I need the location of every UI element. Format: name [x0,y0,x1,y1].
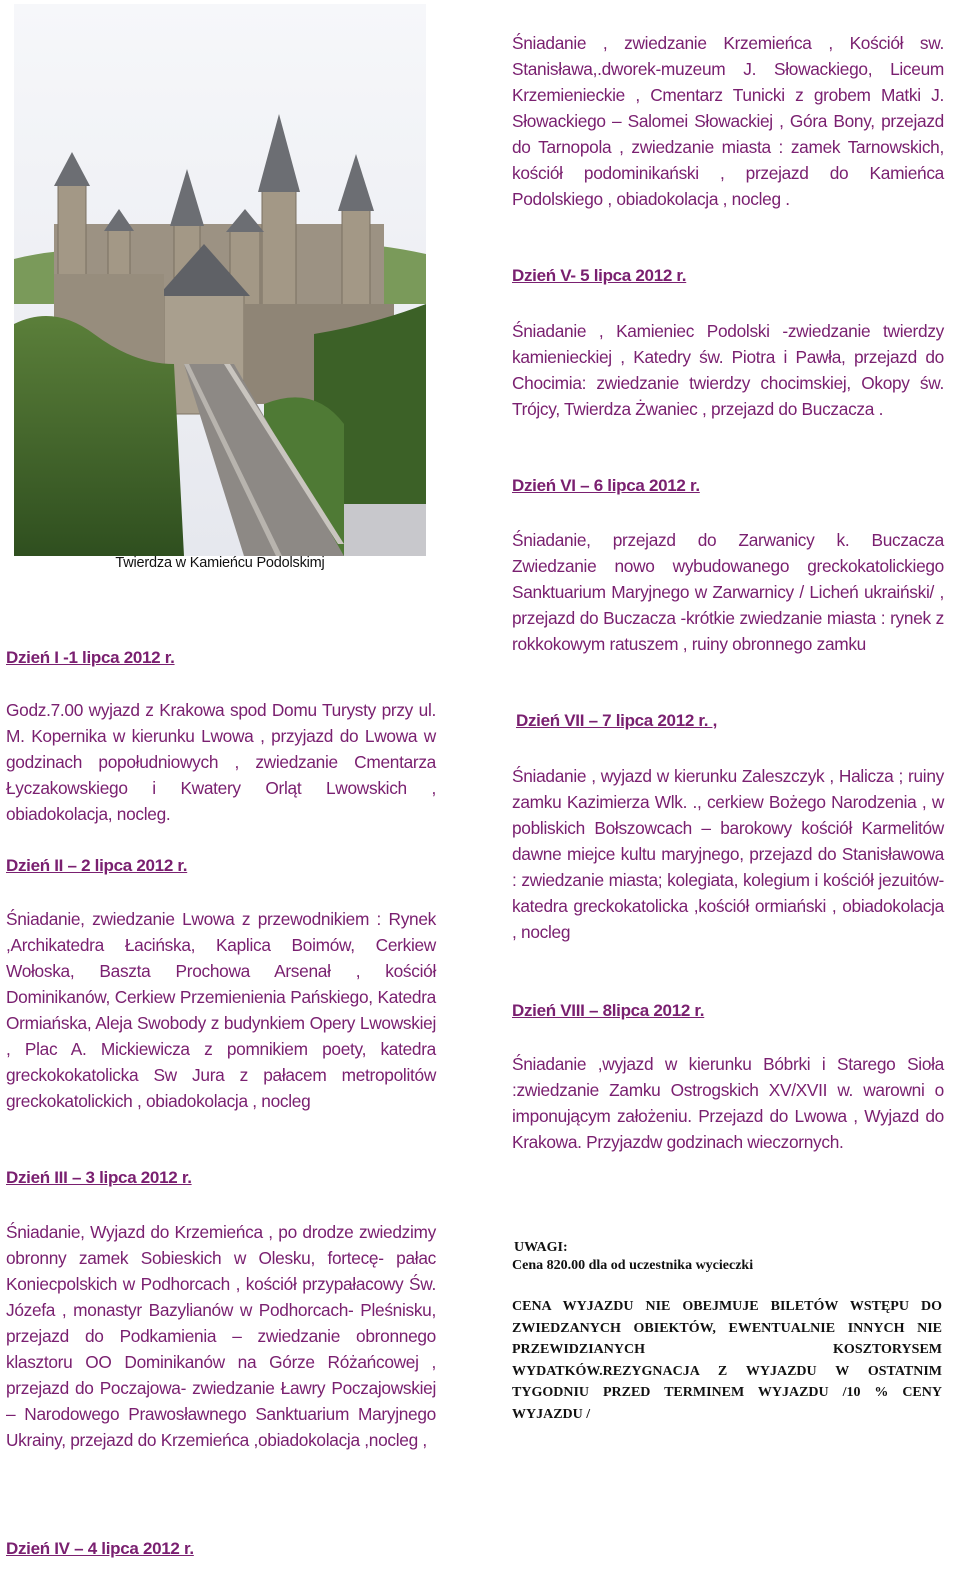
day-1-text: Godz.7.00 wyjazd z Krakowa spod Domu Turysty przy ul. M. Kopernika w kierunku Lwowa , przyjazd do Lwowa w godzinach popołudniowych , zwiedzanie Cmentarza Łyczakowskiego i Kwatery Orląt Lwowskich , obiadokolacja, nocleg. [6,700,436,824]
day-3-text: Śniadanie, Wyjazd do Krzemieńca , po drodze zwiedzimy obronny zamek Sobieskich w Olesku, fortecę- pałac Koniecpolskich w Podhorcach , kościół przypałacowy Św. Józefa , monastyr Bazylianów w Podhorcach- Pleśnisku, przejazd do Podkamienia – zwiedzanie obronnego klasztoru OO Dominikanów na Górze Różańcowej , przejazd do Poczajowa- zwiedzanie Ławry Poczajowskiej – Narodowego Prawosławnego Sanktuarium Maryjnego Ukrainy, przejazd do Krzemieńca ,obiadokolacja ,nocleg , [6,1222,436,1450]
day-2-text: Śniadanie, zwiedzanie Lwowa z przewodnikiem : Rynek ,Archikatedra Łacińska, Kaplica Boimów, Cerkiew Wołoska, Baszta Prochowa Arsenał , kościół Dominikanów, Cerkiew Przemienienia Pańskiego, Katedra Ormiańska, Aleja Swobody z budynkiem Opery Lwowskiej , Plac A. Mickiewicza z pomnikiem poety, katedra greckokokatolicka Sw Jura z pałacem metropolitów greckokatolickich , obiadokolacja , nocleg [6,909,436,1111]
day-6-heading: Dzień VI – 6 lipca 2012 r. [512,476,700,495]
day-5-text: Śniadanie , Kamieniec Podolski -zwiedzanie twierdzy kamienieckiej , Katedry św. Piotra i Pawła, przejazd do Chocimia: zwiedzanie twierdzy chocimskiej, Okopy św. Trójcy, Twierdza Żwaniec , przejazd do Buczacza . [512,321,944,419]
day-8-heading: Dzień VIII – 8lipca 2012 r. [512,1001,705,1020]
day-6-text: Śniadanie, przejazd do Zarwanicy k. Buczacza Zwiedzanie nowo wybudowanego greckokatolickiego Sanktuarium Maryjnego w Zarwarnicy / Licheń ukraiński/ , przejazd do Buczacza -krótkie zwiedzanie miasta : rynek z rokkokowym ratuszem , ruiny obronnego zamku [512,530,944,654]
photo-caption: Twierdza w Kamieńcu Podolskimj [115,555,325,571]
day-4-text: Śniadanie , zwiedzanie Krzemieńca , Kościół sw. Stanisława,.dworek-muzeum J. Słowackiego, Liceum Krzemienieckie , Cmentarz Tunicki z grobem Matki J. Słowackiego – Salomei Słowackiej , Góra Bony, przejazd do Tarnopola , zwiedzanie miasta : zamek Tarnowskich, kościół podominikański , przejazd do Kamieńca Podolskiego , obiadokolacja , nocleg . [512,33,944,209]
day-5-heading: Dzień V- 5 lipca 2012 r. [512,266,687,285]
day-7-text: Śniadanie , wyjazd w kierunku Zaleszczyk , Halicza ; ruiny zamku Kazimierza Wlk. ., cerkiew Bożego Narodzenia , w pobliskich Bołszowcach – barokowy kościół Karmelitów dawne miejce kultu maryjnego, przejazd do Stanisławowa : zwiedzanie miasta; kolegiata, kolegium i kościół jezuitów- katedra greckokatolicka ,kościół ormiański , obiadokolacja , nocleg [512,766,944,942]
day-1-heading: Dzień I -1 lipca 2012 r. [6,648,175,667]
day-8-text: Śniadanie ,wyjazd w kierunku Bóbrki i Starego Sioła :zwiedzanie Zamku Ostrogskich XV/XVII w. warowni o imponującym założeniu. Przejazd do Lwowa , Wyjazd do Krakowa. Przyjazdw godzinach wieczornych. [512,1054,944,1152]
castle-photo [14,4,426,556]
notes-title: UWAGI: [514,1240,568,1255]
day-7-heading: Dzień VII – 7 lipca 2012 r. , [516,711,718,730]
day-2-heading: Dzień II – 2 lipca 2012 r. [6,856,188,875]
price-info: Cena 820.00 dla od uczestnika wycieczki [512,1258,754,1273]
day-4-heading: Dzień IV – 4 lipca 2012 r. [6,1539,194,1558]
day-3-heading: Dzień III – 3 lipca 2012 r. [6,1168,192,1187]
price-disclaimer: CENA WYJAZDU NIE OBEJMUJE BILETÓW WSTĘPU DO ZWIEDZANYCH OBIEKTÓW, EWENTUALNIE INNYCH NIE PRZEWIDZIANYCH KOSZTORYSEM WYDATKÓW.REZYGNACJA Z WYJAZDU W OSTATNIM TYGODNIU PRZED TERMINEM WYJAZDU /10 % CENY WYJAZDU / [512,1299,942,1422]
